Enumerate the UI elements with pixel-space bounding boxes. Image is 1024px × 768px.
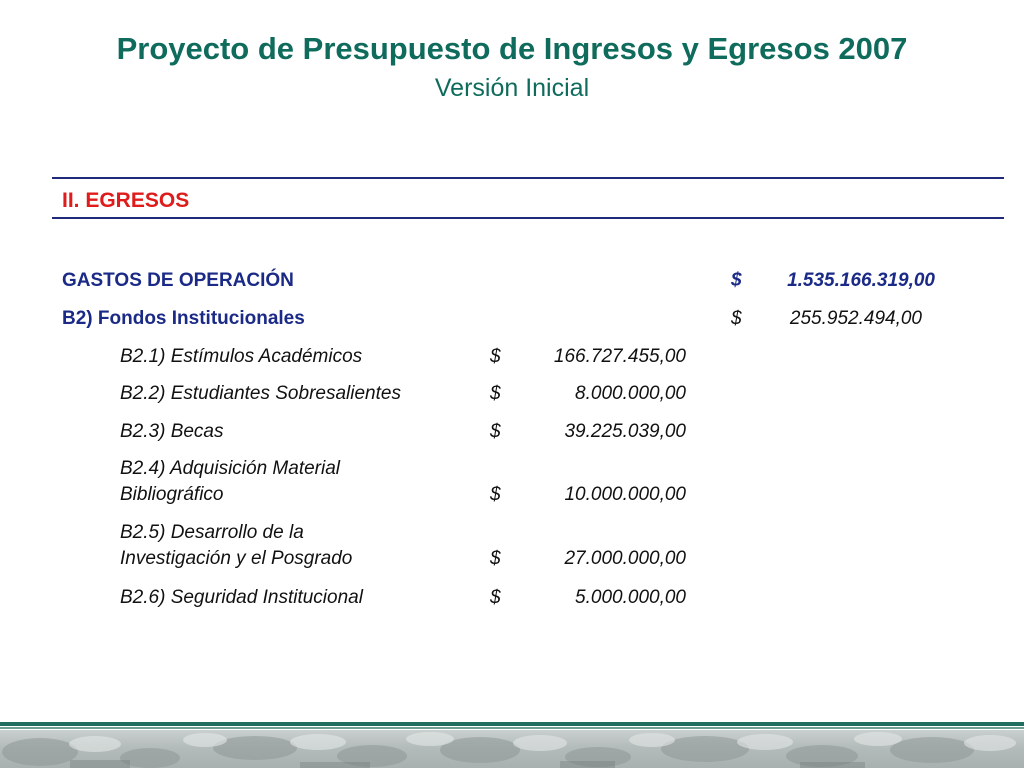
- item-label: B2.3) Becas: [120, 421, 224, 442]
- item-label-continued: Investigación y el Posgrado: [120, 548, 353, 569]
- item-amount: 39.225.039,00: [564, 421, 686, 442]
- item-label: B2.4) Adquisición Material: [120, 458, 341, 479]
- item-amount: 166.727.455,00: [553, 346, 686, 367]
- item-label: B2.2) Estudiantes Sobresalientes: [120, 383, 401, 404]
- item-label: B2.6) Seguridad Institucional: [120, 587, 363, 608]
- page-subtitle: Versión Inicial: [434, 74, 590, 102]
- item-label: B2.5) Desarrollo de la: [120, 522, 304, 543]
- item-currency: $: [490, 421, 501, 442]
- gastos-currency: $: [731, 270, 742, 291]
- gastos-total: 1.535.166.319,00: [787, 270, 935, 291]
- item-currency: $: [490, 587, 501, 608]
- item-amount: 5.000.000,00: [575, 587, 686, 608]
- footer-rule-thin: [0, 727, 1024, 729]
- item-amount: 10.000.000,00: [564, 484, 686, 505]
- footer-rule: [0, 722, 1024, 726]
- fondos-label: B2) Fondos Institucionales: [62, 308, 305, 329]
- item-currency: $: [490, 383, 501, 404]
- gastos-label: GASTOS DE OPERACIÓN: [62, 270, 294, 291]
- item-currency: $: [490, 484, 501, 505]
- page-title: Proyecto de Presupuesto de Ingresos y Egresos 2007: [116, 31, 908, 66]
- footer-decorative-band: [0, 730, 1024, 768]
- section-bottom-rule: [52, 217, 1004, 219]
- item-currency: $: [490, 346, 501, 367]
- item-label-continued: Bibliográfico: [120, 484, 224, 505]
- section-heading: II. EGRESOS: [62, 189, 190, 212]
- section-top-rule: [52, 177, 1004, 179]
- fondos-currency: $: [731, 308, 742, 329]
- footer-pattern-image: [0, 730, 1024, 768]
- item-currency: $: [490, 548, 501, 569]
- item-amount: 8.000.000,00: [575, 383, 686, 404]
- item-label: B2.1) Estímulos Académicos: [120, 346, 363, 367]
- item-amount: 27.000.000,00: [564, 548, 686, 569]
- fondos-total: 255.952.494,00: [789, 308, 922, 329]
